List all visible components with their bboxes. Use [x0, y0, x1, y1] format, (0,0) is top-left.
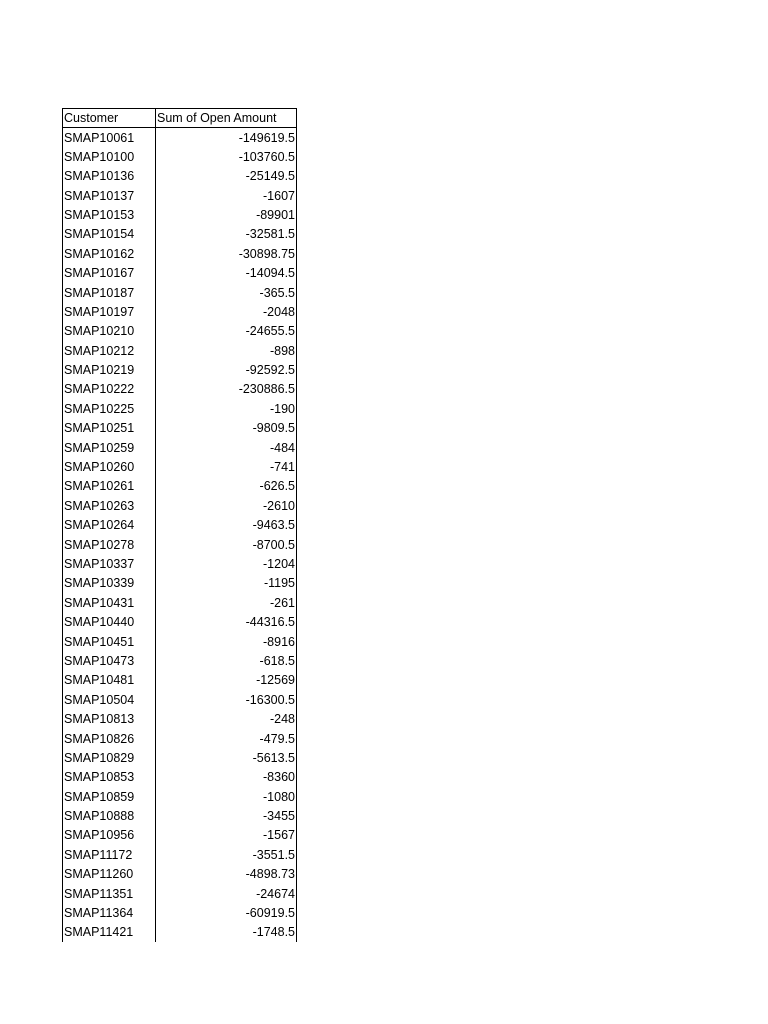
customer-cell: SMAP10339 — [63, 574, 156, 593]
customer-cell: SMAP10167 — [63, 264, 156, 283]
open-amount-cell: -1080 — [156, 787, 297, 806]
customer-cell: SMAP10219 — [63, 361, 156, 380]
customer-cell: SMAP10264 — [63, 516, 156, 535]
customer-cell: SMAP11172 — [63, 845, 156, 864]
customer-cell: SMAP11351 — [63, 884, 156, 903]
open-amount-cell: -261 — [156, 593, 297, 612]
open-amount-cell: -618.5 — [156, 651, 297, 670]
table-row — [63, 419, 297, 438]
open-amount-cell: -24674 — [156, 884, 297, 903]
open-amount-cell: -3551.5 — [156, 845, 297, 864]
table-row — [63, 632, 297, 651]
customer-cell: SMAP10260 — [63, 458, 156, 477]
customer-cell: SMAP10888 — [63, 807, 156, 826]
open-amount-cell: -1195 — [156, 574, 297, 593]
customer-cell: SMAP10136 — [63, 167, 156, 186]
table-row — [63, 380, 297, 399]
table-row — [63, 205, 297, 224]
table-row — [63, 690, 297, 709]
open-amount-cell: -44316.5 — [156, 613, 297, 632]
table-row — [63, 904, 297, 923]
open-amount-cell: -4898.73 — [156, 865, 297, 884]
open-amount-cell: -1607 — [156, 186, 297, 205]
open-amount-cell: -8700.5 — [156, 535, 297, 554]
table-row — [63, 826, 297, 845]
customer-cell: SMAP10278 — [63, 535, 156, 554]
table-row — [63, 438, 297, 457]
open-amount-cell: -1204 — [156, 555, 297, 574]
pivot-table-sheet — [62, 108, 297, 942]
customer-cell: SMAP11260 — [63, 865, 156, 884]
table-row — [63, 322, 297, 341]
table-row — [63, 361, 297, 380]
header-row — [63, 109, 297, 128]
customer-cell: SMAP10826 — [63, 729, 156, 748]
open-amount-cell: -479.5 — [156, 729, 297, 748]
open-amount-cell: -8360 — [156, 768, 297, 787]
open-amount-cell: -8916 — [156, 632, 297, 651]
open-amount-cell: -1567 — [156, 826, 297, 845]
open-amount-cell: -103760.5 — [156, 147, 297, 166]
table-row — [63, 147, 297, 166]
customer-cell: SMAP10187 — [63, 283, 156, 302]
table-row — [63, 167, 297, 186]
customer-cell: SMAP10251 — [63, 419, 156, 438]
table-row — [63, 535, 297, 554]
table-row — [63, 574, 297, 593]
customer-cell: SMAP10431 — [63, 593, 156, 612]
customer-column-header: Customer — [63, 109, 156, 128]
customer-cell: SMAP10154 — [63, 225, 156, 244]
open-amount-cell: -30898.75 — [156, 244, 297, 263]
table-row — [63, 516, 297, 535]
open-amount-cell: -626.5 — [156, 477, 297, 496]
table-row — [63, 477, 297, 496]
open-amount-column-header: Sum of Open Amount — [156, 109, 297, 128]
open-amount-cell: -741 — [156, 458, 297, 477]
open-amount-cell: -92592.5 — [156, 361, 297, 380]
open-amount-cell: -5613.5 — [156, 748, 297, 767]
customer-cell: SMAP10451 — [63, 632, 156, 651]
customer-cell: SMAP10859 — [63, 787, 156, 806]
table-row — [63, 729, 297, 748]
customer-cell: SMAP10440 — [63, 613, 156, 632]
table-row — [63, 496, 297, 515]
customer-cell: SMAP10061 — [63, 128, 156, 147]
customer-cell: SMAP10473 — [63, 651, 156, 670]
open-amount-cell: -32581.5 — [156, 225, 297, 244]
table-row — [63, 244, 297, 263]
customer-cell: SMAP10853 — [63, 768, 156, 787]
open-amount-cell: -14094.5 — [156, 264, 297, 283]
table-row — [63, 186, 297, 205]
open-amount-cell: -24655.5 — [156, 322, 297, 341]
table-row — [63, 225, 297, 244]
open-amount-cell: -3455 — [156, 807, 297, 826]
table-row — [63, 671, 297, 690]
table-row — [63, 865, 297, 884]
open-amount-cell: -9809.5 — [156, 419, 297, 438]
table-row — [63, 555, 297, 574]
open-amount-cell: -365.5 — [156, 283, 297, 302]
customer-cell: SMAP10259 — [63, 438, 156, 457]
table-row — [63, 923, 297, 942]
customer-cell: SMAP10210 — [63, 322, 156, 341]
customer-cell: SMAP10225 — [63, 399, 156, 418]
open-amount-cell: -230886.5 — [156, 380, 297, 399]
table-row — [63, 884, 297, 903]
table-row — [63, 283, 297, 302]
pivot-table — [62, 108, 297, 942]
customer-cell: SMAP10813 — [63, 710, 156, 729]
customer-cell: SMAP10481 — [63, 671, 156, 690]
open-amount-cell: -248 — [156, 710, 297, 729]
open-amount-cell: -484 — [156, 438, 297, 457]
customer-cell: SMAP10263 — [63, 496, 156, 515]
customer-cell: SMAP10153 — [63, 205, 156, 224]
table-row — [63, 302, 297, 321]
open-amount-cell: -1748.5 — [156, 923, 297, 942]
open-amount-cell: -60919.5 — [156, 904, 297, 923]
table-body — [63, 128, 297, 942]
customer-cell: SMAP10137 — [63, 186, 156, 205]
customer-cell: SMAP10222 — [63, 380, 156, 399]
table-row — [63, 128, 297, 147]
customer-cell: SMAP10212 — [63, 341, 156, 360]
table-row — [63, 593, 297, 612]
customer-cell: SMAP10197 — [63, 302, 156, 321]
open-amount-cell: -149619.5 — [156, 128, 297, 147]
table-row — [63, 264, 297, 283]
customer-cell: SMAP10100 — [63, 147, 156, 166]
customer-cell: SMAP10956 — [63, 826, 156, 845]
open-amount-cell: -16300.5 — [156, 690, 297, 709]
table-row — [63, 748, 297, 767]
table-row — [63, 807, 297, 826]
open-amount-cell: -12569 — [156, 671, 297, 690]
customer-cell: SMAP10504 — [63, 690, 156, 709]
customer-cell: SMAP11364 — [63, 904, 156, 923]
customer-cell: SMAP10337 — [63, 555, 156, 574]
open-amount-cell: -898 — [156, 341, 297, 360]
customer-cell: SMAP10162 — [63, 244, 156, 263]
open-amount-cell: -9463.5 — [156, 516, 297, 535]
open-amount-cell: -2048 — [156, 302, 297, 321]
table-row — [63, 458, 297, 477]
table-row — [63, 651, 297, 670]
open-amount-cell: -2610 — [156, 496, 297, 515]
table-row — [63, 341, 297, 360]
customer-cell: SMAP11421 — [63, 923, 156, 942]
open-amount-cell: -190 — [156, 399, 297, 418]
table-row — [63, 399, 297, 418]
table-row — [63, 845, 297, 864]
table-row — [63, 768, 297, 787]
table-row — [63, 787, 297, 806]
table-row — [63, 710, 297, 729]
customer-cell: SMAP10261 — [63, 477, 156, 496]
table-row — [63, 613, 297, 632]
open-amount-cell: -89901 — [156, 205, 297, 224]
open-amount-cell: -25149.5 — [156, 167, 297, 186]
customer-cell: SMAP10829 — [63, 748, 156, 767]
